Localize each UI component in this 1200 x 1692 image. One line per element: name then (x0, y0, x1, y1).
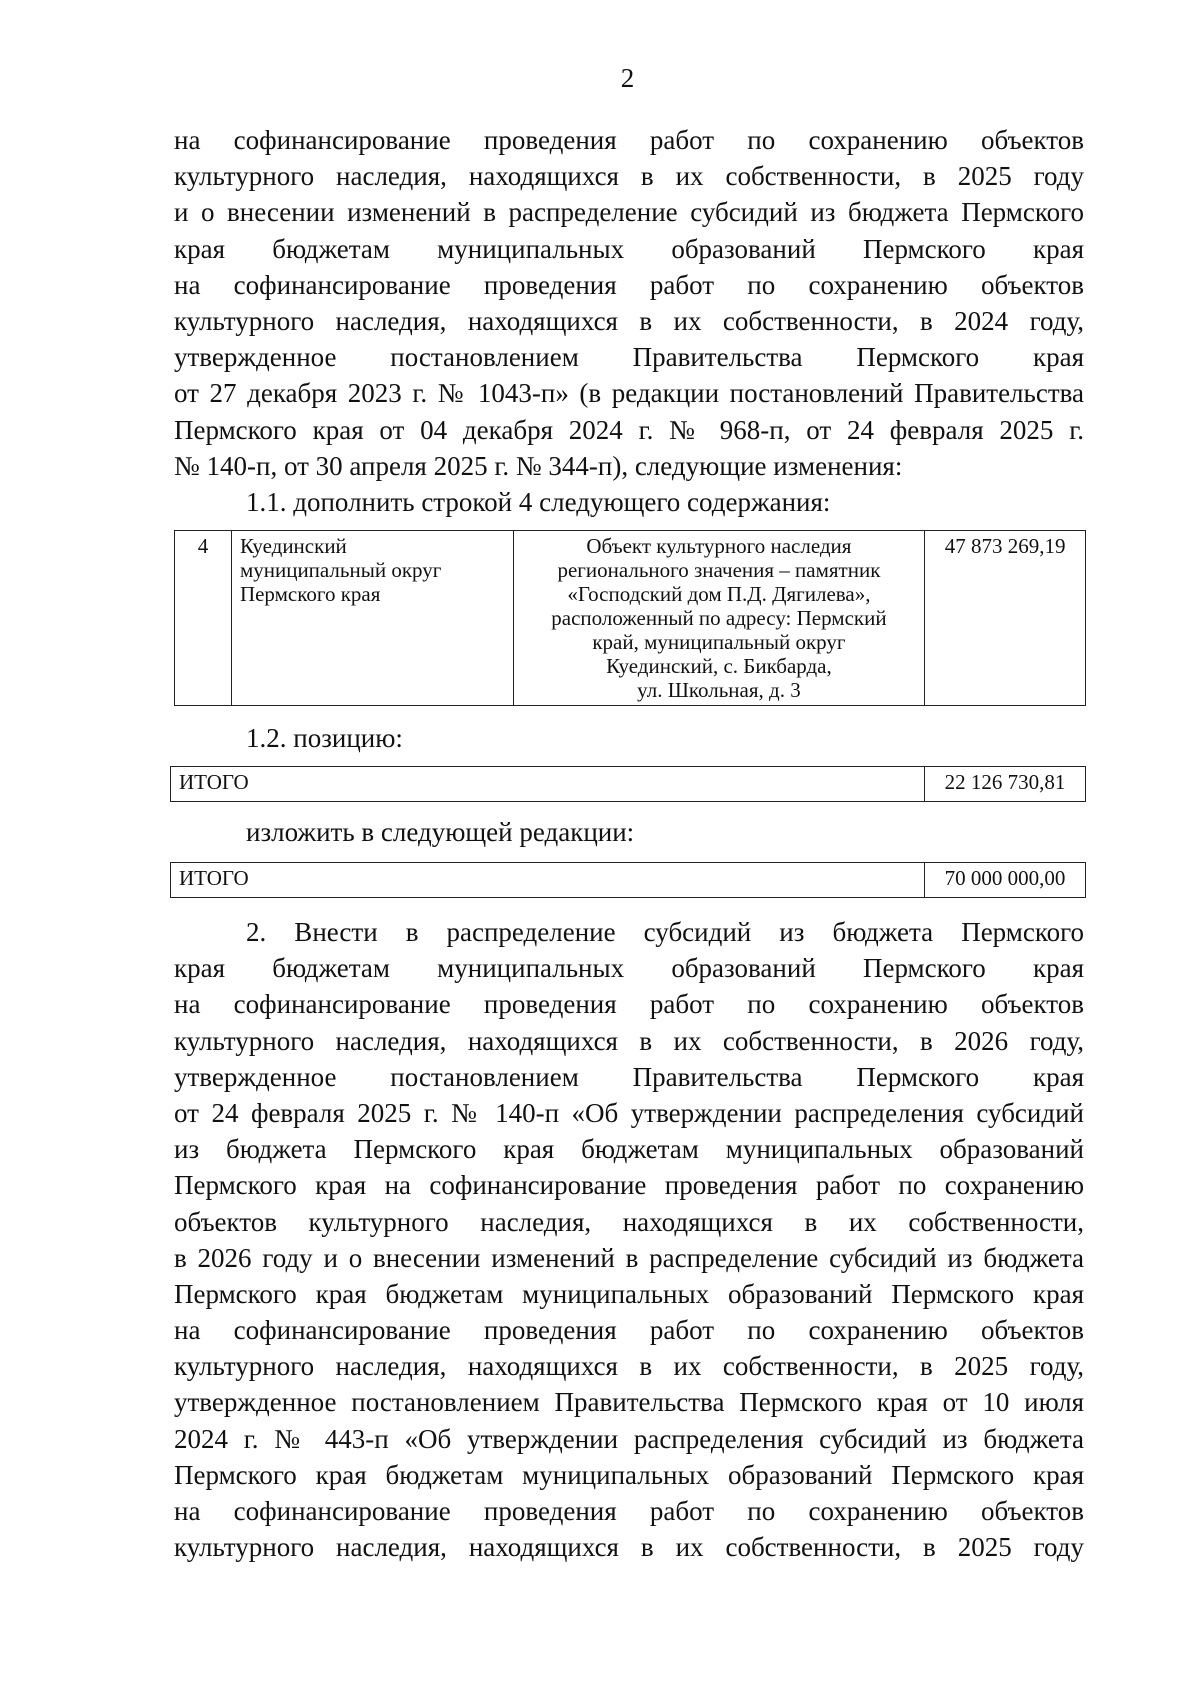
text-line: от 24 февраля 2025 г. № 140-п «Об утверждении распределения субсидий (174, 1097, 1084, 1128)
text-line: культурного наследия, находящихся в их собственности, в 2025 году (174, 1532, 1084, 1563)
municipality-line: муниципальный округ (239, 558, 442, 582)
old-total-table (170, 766, 1086, 802)
new-total-table (170, 862, 1086, 898)
object-line: край, муниципальный округ (592, 630, 846, 654)
text-line: объектов культурного наследия, находящихся в их собственности, (174, 1206, 1084, 1237)
text-line: края бюджетам муниципальных образований Пермского края (174, 953, 1084, 984)
text-line: на софинансирование проведения работ по сохранению объектов (174, 1315, 1084, 1346)
municipality-cell (231, 531, 513, 706)
total-amount: 22 126 730,81 (925, 767, 1086, 802)
table-row (171, 863, 1086, 898)
text-line: культурного наследия, находящихся в их собственности, в 2025 году, (174, 1351, 1084, 1382)
clause-1-2: 1.2. позицию: (246, 723, 403, 753)
total-label: ИТОГО (171, 863, 925, 898)
text-line: № 140-п, от 30 апреля 2025 г. № 344-п), следующие изменения: (174, 450, 903, 481)
text-line: Пермского края бюджетам муниципальных образований Пермского края (174, 1459, 1084, 1490)
text-line: на софинансирование проведения работ по сохранению объектов (174, 989, 1084, 1020)
clause-2-paragraph (174, 914, 1084, 1565)
text-line: от 27 декабря 2023 г. № 1043-п» (в редакции постановлений Правительства (174, 378, 1084, 409)
total-amount: 70 000 000,00 (925, 863, 1086, 898)
object-line: регионального значения – памятник (557, 558, 881, 582)
row4-table (174, 530, 1086, 706)
text-line: края бюджетам муниципальных образований Пермского края (174, 233, 1084, 264)
text-line: утвержденное постановлением Правительства Пермского края (174, 342, 1084, 373)
text-line: Пермского края на софинансирование проведения работ по сохранению (174, 1170, 1084, 1201)
table-row (171, 767, 1086, 802)
intro-paragraph (174, 122, 1084, 484)
text-line: в 2026 году и о внесении изменений в распределение субсидий из бюджета (174, 1242, 1084, 1273)
text-line: утвержденное постановлением Правительства Пермского края от 10 июля (174, 1387, 1084, 1418)
object-line: «Господский дом П.Д. Дягилева», (567, 582, 871, 606)
text-line: на софинансирование проведения работ по сохранению объектов (174, 1496, 1084, 1526)
total-label: ИТОГО (171, 767, 925, 802)
municipality-line: Пермского края (239, 582, 381, 606)
amount-cell: 47 873 269,19 (925, 531, 1086, 706)
text-line: культурного наследия, находящихся в их собственности, в 2025 году (174, 161, 1084, 192)
text-line: Пермского края от 04 декабря 2024 г. № 968-п, от 24 февраля 2025 г. (174, 414, 1084, 445)
object-line: Куединский, с. Бикбарда, (606, 654, 832, 678)
text-line: 2. Внести в распределение субсидий из бюджета Пермского (246, 917, 1084, 947)
page-number: 2 (620, 63, 635, 93)
text-line: из бюджета Пермского края бюджетам муниципальных образований (174, 1134, 1084, 1165)
text-line: утвержденное постановлением Правительства Пермского края (174, 1061, 1084, 1092)
text-line: культурного наследия, находящихся в их собственности, в 2026 году, (174, 1025, 1084, 1056)
row-number-cell: 4 (175, 531, 232, 706)
text-line: 2024 г. № 443-п «Об утверждении распределения субсидий из бюджета (174, 1423, 1084, 1454)
text-line: культурного наследия, находящихся в их собственности, в 2024 году, (174, 305, 1084, 336)
text-line: и о внесении изменений в распределение субсидий из бюджета Пермского (174, 197, 1084, 228)
clause-1-1: 1.1. дополнить строкой 4 следующего содержания: (246, 487, 831, 517)
object-line: ул. Школьная, д. 3 (637, 678, 801, 702)
object-line: Объект культурного наследия (586, 534, 852, 558)
text-line: Пермского края бюджетам муниципальных образований Пермского края (174, 1278, 1084, 1309)
object-cell (513, 531, 924, 706)
municipality-line: Куединский (239, 534, 347, 558)
object-line: расположенный по адресу: Пермский (551, 606, 887, 630)
table-row (175, 531, 1086, 706)
text-line: на софинансирование проведения работ по сохранению объектов (174, 125, 1084, 155)
restate-text: изложить в следующей редакции: (246, 817, 635, 847)
text-line: на софинансирование проведения работ по сохранению объектов (174, 269, 1084, 300)
